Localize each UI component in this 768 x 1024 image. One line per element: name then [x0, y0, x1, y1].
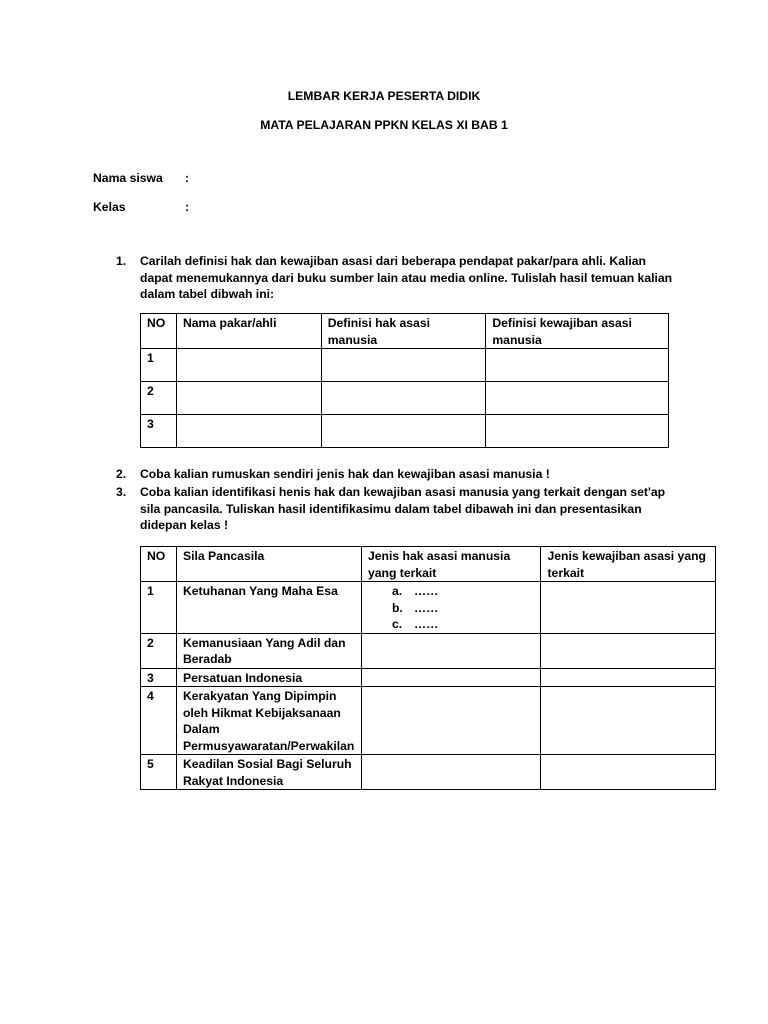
header-cell-jenis-hak: Jenis hak asasi manusia yang terkait — [361, 547, 541, 582]
table-row — [141, 633, 716, 668]
definisi-kewajiban-cell[interactable] — [486, 415, 669, 448]
definisi-hak-cell[interactable] — [321, 349, 486, 382]
sila-cell: Ketuhanan Yang Maha Esa — [176, 582, 361, 634]
row-number-cell: 3 — [141, 668, 177, 687]
kelas-colon: : — [185, 200, 190, 214]
nama-siswa-colon: : — [185, 171, 190, 185]
item-2-number: 2. — [116, 467, 127, 481]
pancasila-table — [140, 546, 716, 790]
item-1-text: Carilah definisi hak dan kewajiban asasi dari beberapa pendapat pakar/para ahli. Kalian dapat menemukannya dari buku sumber lain atau media online. Tulislah hasil temuan kalian dalam tabel dibwah ini: — [140, 254, 673, 301]
item-3-text: Coba kalian identifikasi henis hak dan kewajiban asasi manusia yang terkait dengan set'ap sila pancasila. Tuliskan hasil identifikasimu dalam tabel dibawah ini dan presentasikan didepan kelas ! — [140, 485, 666, 532]
list-item — [392, 583, 536, 600]
jenis-kewajiban-cell[interactable] — [541, 633, 716, 668]
item-1-number: 1. — [116, 254, 127, 268]
jenis-hak-cell[interactable] — [361, 755, 541, 790]
list-item — [392, 600, 536, 617]
table-row — [141, 687, 716, 755]
definisi-kewajiban-cell[interactable] — [486, 382, 669, 415]
jenis-hak-cell[interactable] — [361, 668, 541, 687]
jenis-hak-cell[interactable] — [361, 633, 541, 668]
definisi-hak-cell[interactable] — [321, 415, 486, 448]
table-header-row — [141, 547, 716, 582]
header-cell-no: NO — [141, 547, 177, 582]
jenis-kewajiban-cell[interactable] — [541, 668, 716, 687]
list-marker: c. — [391, 617, 403, 631]
answer-blank[interactable]: …… — [413, 584, 439, 598]
table-row — [141, 582, 716, 634]
document-subtitle: MATA PELAJARAN PPKN KELAS XI BAB 1 — [260, 118, 508, 132]
nama-siswa-label: Nama siswa — [93, 171, 163, 185]
jenis-hak-cell[interactable] — [361, 687, 541, 755]
row-number-cell: 1 — [141, 582, 177, 634]
jenis-kewajiban-cell[interactable] — [541, 582, 716, 634]
sila-cell: Kemanusiaan Yang Adil dan Beradab — [176, 633, 361, 668]
definisi-kewajiban-cell[interactable] — [486, 349, 669, 382]
table-row — [141, 415, 669, 448]
header-cell-definisi-kewajiban: Definisi kewajiban asasi manusia — [486, 314, 669, 349]
list-item — [392, 616, 536, 633]
row-number-cell: 3 — [141, 415, 177, 448]
jenis-kewajiban-cell[interactable] — [541, 755, 716, 790]
header-cell-nama-pakar: Nama pakar/ahli — [176, 314, 321, 349]
answer-blank[interactable]: …… — [413, 600, 439, 615]
sila-cell: Persatuan Indonesia — [176, 668, 361, 687]
list-marker: a. — [391, 584, 403, 598]
definisi-hak-cell[interactable] — [321, 382, 486, 415]
hak-answer-list — [368, 583, 536, 633]
row-number-cell: 4 — [141, 687, 177, 755]
header-cell-jenis-kewajiban: Jenis kewajiban asasi yang terkait — [541, 547, 716, 582]
row-number-cell: 5 — [141, 755, 177, 790]
answer-blank[interactable]: …… — [413, 617, 439, 631]
item-3-number: 3. — [116, 485, 127, 499]
jenis-hak-cell[interactable] — [361, 582, 541, 634]
document-title: LEMBAR KERJA PESERTA DIDIK — [287, 89, 481, 103]
kelas-label: Kelas — [93, 200, 126, 214]
table-row — [141, 349, 669, 382]
table-header-row — [141, 314, 669, 349]
row-number-cell: 2 — [141, 633, 177, 668]
header-cell-definisi-hak: Definisi hak asasi manusia — [321, 314, 486, 349]
header-cell-sila: Sila Pancasila — [176, 547, 361, 582]
header-cell-no: NO — [141, 314, 177, 349]
table-row — [141, 382, 669, 415]
nama-pakar-cell[interactable] — [176, 382, 321, 415]
row-number-cell: 1 — [141, 349, 177, 382]
item-2-text: Coba kalian rumuskan sendiri jenis hak dan kewajiban asasi manusia ! — [140, 467, 550, 481]
sila-cell: Keadilan Sosial Bagi Seluruh Rakyat Indonesia — [176, 755, 361, 790]
jenis-kewajiban-cell[interactable] — [541, 687, 716, 755]
expert-definition-table — [140, 313, 669, 448]
sila-cell: Kerakyatan Yang Dipimpin oleh Hikmat Kebijaksanaan Dalam Permusyawaratan/Perwakilan — [176, 687, 361, 755]
table-row — [141, 668, 716, 687]
row-number-cell: 2 — [141, 382, 177, 415]
table-row — [141, 755, 716, 790]
nama-pakar-cell[interactable] — [176, 415, 321, 448]
list-marker: b. — [391, 600, 403, 615]
nama-pakar-cell[interactable] — [176, 349, 321, 382]
